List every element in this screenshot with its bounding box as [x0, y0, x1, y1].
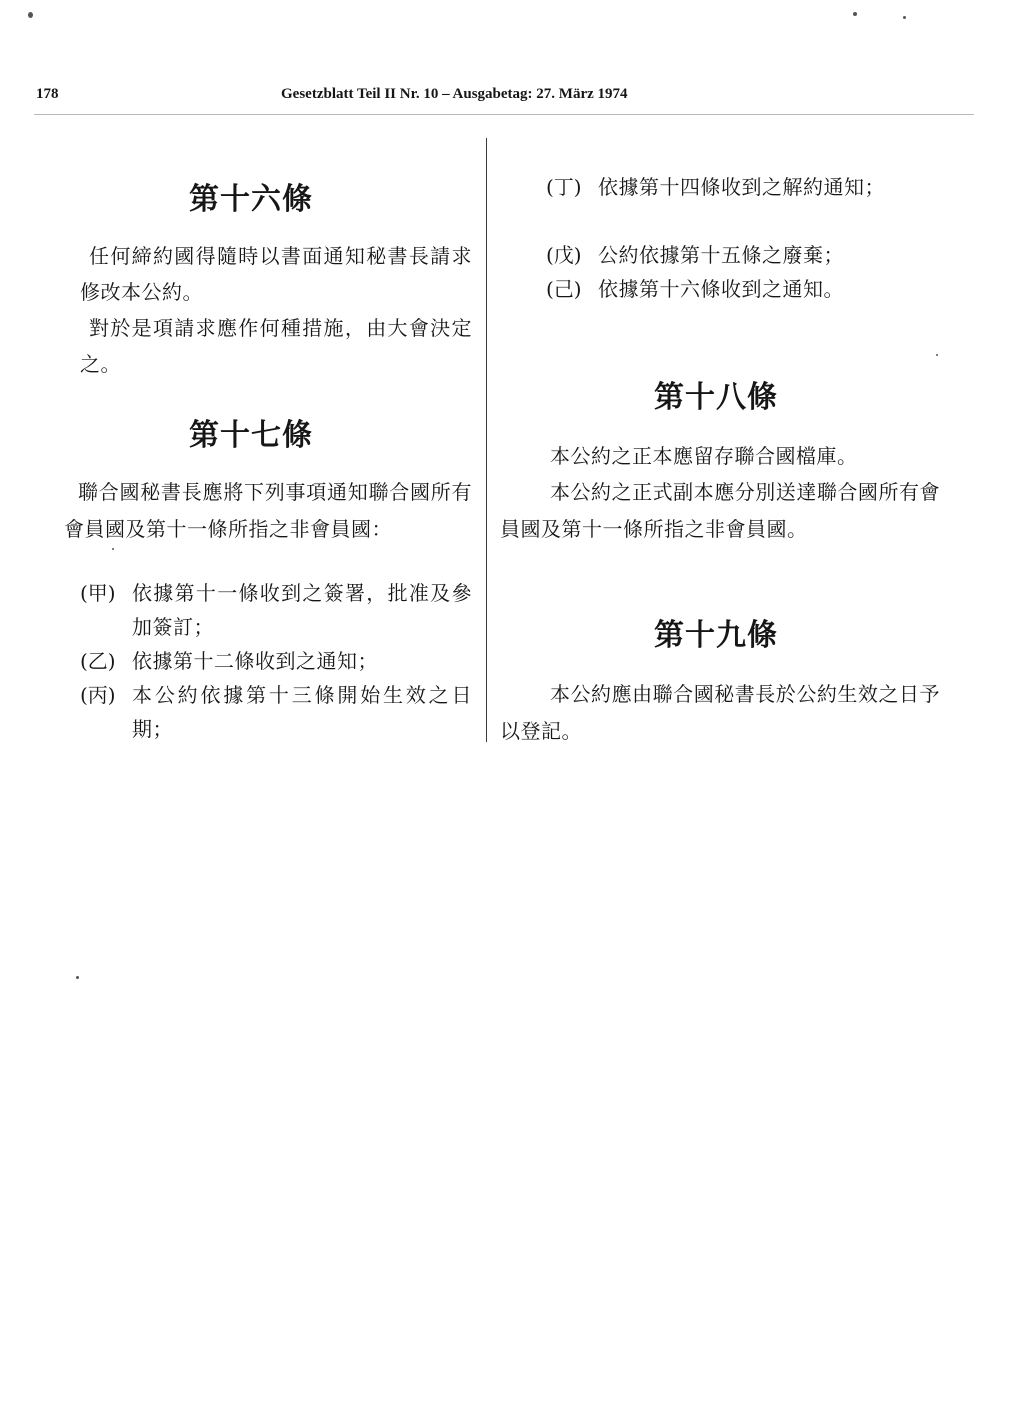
- item-marker: (乙): [80, 649, 116, 673]
- article-18-para-2: 本公約之正式副本應分別送達聯合國所有會員國及第十一條所指之非會員國。: [500, 480, 940, 541]
- item-marker: (丁): [546, 175, 582, 199]
- scan-speck: [76, 976, 79, 979]
- item-text: 依據第十六條收到之通知。: [598, 277, 844, 301]
- item-text: 依據第十一條收到之簽署，批准及參加簽訂；: [132, 581, 472, 639]
- article-17-item: [546, 238, 940, 272]
- article-18-title: 第十八條: [654, 380, 778, 415]
- article-18-para-1: 本公約之正本應留存聯合國檔庫。: [550, 444, 858, 468]
- article-16-para-1: 任何締約國得隨時以書面通知秘書長請求修改本公約。: [80, 244, 472, 304]
- page-header: [36, 86, 696, 112]
- page-number: 178: [36, 86, 59, 102]
- item-marker: (甲): [80, 581, 116, 605]
- article-17-item: [546, 170, 940, 238]
- article-19-para-1: 本公約應由聯合國秘書長於公約生效之日予以登記。: [500, 682, 940, 743]
- scan-speck: [112, 548, 114, 550]
- item-text: 公約依據第十五條之廢棄；: [598, 243, 844, 267]
- article-17-intro: 聯合國秘書長應將下列事項通知聯合國所有會員國及第十一條所指之非會員國：: [64, 480, 472, 541]
- article-17-title: 第十七條: [189, 418, 313, 453]
- article-17-item: [546, 272, 940, 306]
- scan-speck: [903, 16, 906, 19]
- article-17-item: [80, 644, 472, 678]
- article-16-title: 第十六條: [189, 182, 313, 217]
- scan-speck: [936, 354, 938, 356]
- item-text: 依據第十四條收到之解約通知；: [598, 175, 885, 199]
- header-rule: [34, 114, 974, 115]
- item-text: 依據第十二條收到之通知；: [132, 649, 378, 673]
- article-19-title: 第十九條: [654, 618, 778, 653]
- article-17-item: [80, 678, 472, 746]
- article-17-item: [80, 576, 472, 644]
- item-marker: (戊): [546, 243, 582, 267]
- running-head: Gesetzblatt Teil II Nr. 10 – Ausgabetag: 27. März 1974: [281, 86, 628, 102]
- column-divider: [486, 138, 487, 742]
- item-text: 本公約依據第十三條開始生效之日期；: [132, 683, 472, 741]
- item-marker: (丙): [80, 683, 116, 707]
- scan-speck: [28, 12, 33, 18]
- item-marker: (己): [546, 277, 582, 301]
- article-16-para-2: 對於是項請求應作何種措施，由大會決定之。: [80, 316, 472, 376]
- scan-speck: [853, 12, 857, 16]
